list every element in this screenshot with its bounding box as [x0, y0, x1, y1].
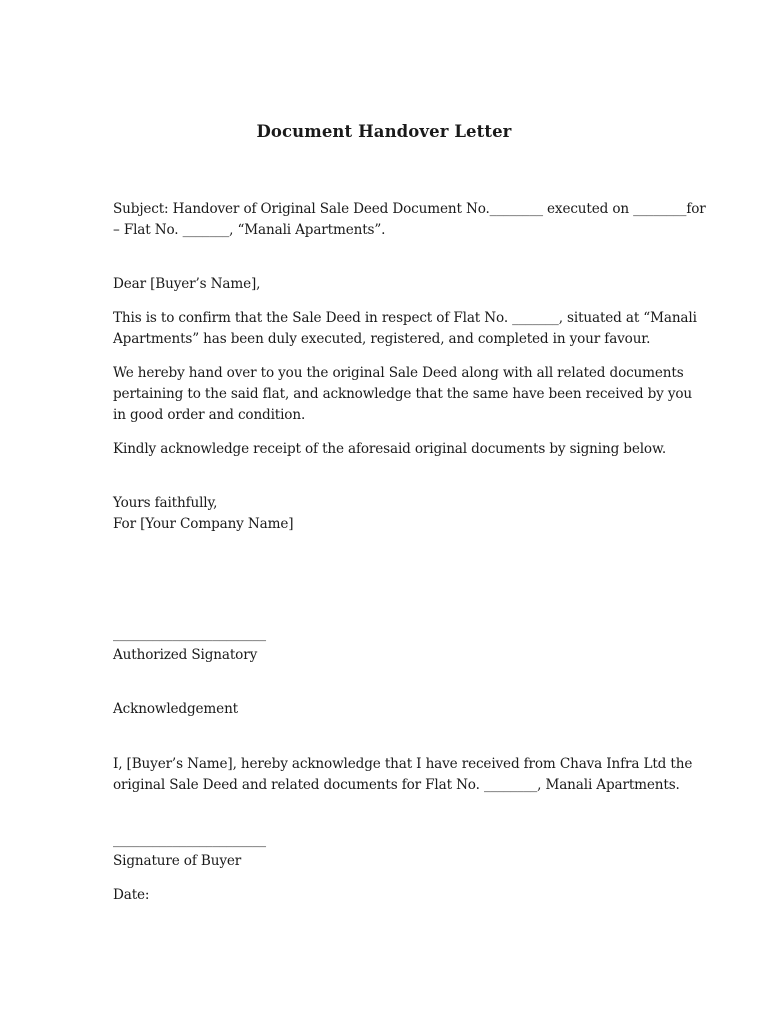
acknowledgement-line: I, [Buyer’s Name], hereby acknowledge that I have received from Chava Infra Ltd the: [113, 756, 693, 772]
acknowledgement-heading: Acknowledgement: [113, 701, 238, 717]
subject-block: [113, 199, 706, 241]
paragraph-line: pertaining to the said flat, and acknowledge that the same have been received by you: [113, 385, 693, 402]
company-name: For [Your Company Name]: [113, 515, 294, 532]
buyer-signature-block: [113, 830, 661, 872]
paragraph-confirmation: [113, 308, 697, 350]
signature-line: _______________________: [113, 626, 266, 642]
closing: Yours faithfully,: [113, 495, 218, 511]
paragraph-line: in good order and condition.: [113, 406, 306, 423]
salutation: Dear [Buyer’s Name],: [113, 276, 261, 292]
paragraph-line: Apartments” has been duly executed, registered, and completed in your favour.: [113, 330, 651, 347]
document-title: Document Handover Letter: [256, 122, 512, 141]
subject-line: Subject: Handover of Original Sale Deed Document No.________ executed on ________for: [113, 201, 706, 217]
buyer-signature-label: Signature of Buyer: [113, 852, 242, 869]
date-label: Date:: [113, 887, 150, 903]
paragraph-line: This is to confirm that the Sale Deed in respect of Flat No. _______, situated at “Manali: [113, 310, 697, 326]
paragraph-handover: [113, 363, 693, 425]
paragraph-request: Kindly acknowledge receipt of the aforesaid original documents by signing below.: [113, 441, 667, 457]
paragraph-line: We hereby hand over to you the original Sale Deed along with all related documents: [113, 365, 684, 381]
signatory-block: [113, 624, 661, 666]
closing-block: [113, 493, 661, 535]
signatory-label: Authorized Signatory: [113, 646, 258, 663]
acknowledgement-line: original Sale Deed and related documents for Flat No. ________, Manali Apartments.: [113, 776, 680, 793]
acknowledgement-text: [113, 754, 693, 796]
signature-line: _______________________: [113, 832, 266, 848]
subject-line: – Flat No. _______, “Manali Apartments”.: [113, 221, 386, 238]
